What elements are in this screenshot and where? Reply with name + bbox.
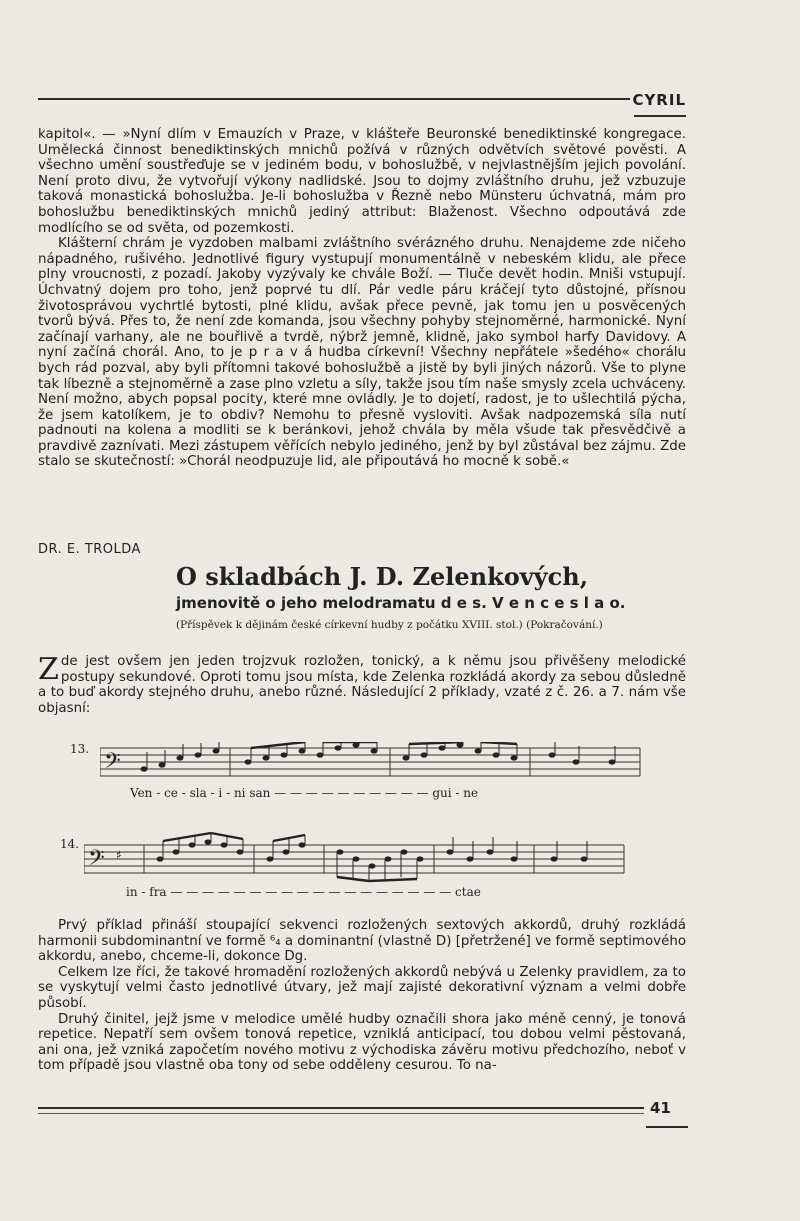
svg-text:𝄢: 𝄢	[104, 749, 121, 779]
intro-text	[38, 127, 686, 470]
svg-text:♯: ♯	[116, 848, 122, 862]
article-body-2-paragraph-3: Druhý činitel, jejž jsme v melodice umělé hudby označili shora jako méně cenný, je tonová repetice. Nepatří sem ovšem tonová repetice, vzniklá anticipací, tou dobou velmi pěstovaná, ani ona, jež vzniká započetím nového motivu z východiska závěru motivu předchozího, neboť v tom případě jsou vlastně oba tony od sebe odděleny cesurou. To na-	[38, 1011, 686, 1074]
article-body-1	[38, 654, 686, 716]
svg-text:𝄢: 𝄢	[88, 846, 105, 876]
article-body-2	[38, 918, 686, 1074]
lyrics-13: Ven - ce - sla - i - ni san — — — — — — — — — — gui - ne	[130, 786, 479, 800]
lyrics-14: in - fra — — — — — — — — — — — — — — — — — — ctae	[126, 885, 481, 899]
footer-rule-thin	[38, 1113, 644, 1114]
page-number-rule	[646, 1126, 688, 1128]
intro-paragraph-1: kapitol«. — »Nyní dlím v Emauzích v Praze, v klášteře Beuronské benediktinské kongregace. Umělecká činnost benediktinských mnichů požívá v různých odvětvích světové pověsti. A všechno umění soustřeďuje se v jediném bodu, v bohoslužbě, v nejvlastnějším jejich povolání. Není proto divu, že vytvořují výkony nadlidské. Jsou to dojmy zvláštního druhu, jež vzbuzuje taková monastická bohoslužba. Je-li bohoslužba v Řezně nebo Münsteru úchvatná, mám pro bohoslužbu benediktinských mnichů jediný attribut: Blaženost. Všechno odpoutává zde modlícího se od světa, od pozemkosti.	[38, 127, 686, 236]
example-number-13: 13.	[70, 742, 90, 756]
article-author: DR. E. TROLDA	[38, 542, 141, 557]
music-example-13	[70, 742, 670, 804]
staff-14	[84, 831, 644, 887]
header-rule	[38, 98, 630, 100]
dropcap: Z	[38, 652, 59, 687]
example-number-14: 14.	[60, 837, 80, 851]
music-example-14	[60, 825, 670, 899]
article-subtitle: jmenovitě o jeho melodramatu d e s. V e n c e s l a o.	[176, 594, 626, 612]
intro-paragraph-2: Klášterní chrám je vyzdoben malbami zvláštního svérázného druhu. Nenajdeme zde ničeho nápadného, rušivého. Jednotlivé figury vystupují monumentálně v nebeském klidu, ale přece plny vroucnosti, z pozadí. Jakoby vyzývaly ke chvále Boží. — Tluče devět hodin. Mniši vstupují. Úchvatný dojem pro toho, jenž poprvé tu dlí. Pár vedle páru kráčejí tyto důstojné, přísnou životosprávou vychrtlé bytosti, plné klidu, avšak přece pevně, jak tomu jen u posvěcených tvorů bývá. Přes to, že není zde komanda, jsou všechny pohyby stejnoměrné, harmonické. Nyní začínají varhany, ale ne bouřlivě a tvrdě, nýbrž jemně, klidně, jako symbol harfy Davidovy. A nyní začíná chorál. Ano, to je p r a v á hudba církevní! Všechny nepřátele »šedého« chorálu bych rád pozval, aby byli přítomni takové bohoslužbě a jistě by byli jiných názorů. Vše to plyne tak líbezně a stejnoměrně a zase plno vzletu a síly, takže jsou tím naše smysly zcela uchváceny. Není možno, abych popsal pocity, které mne ovládly. Je to dojetí, radost, je to ušlechtilá pýcha, že jsem katolíkem, je to obdiv? Nemohu to přesně vysloviti. Avšak nadpozemská síla nutí padnouti na kolena a modliti se k beránkovi, jehož chvála by měla všude tak přesvědčivě a pravdivě zaznívati. Mezi zástupem věřících nebylo jediného, jenž by byl zůstával bez zájmu. Zde stalo se skutečností: »Chorál neodpuzuje lid, ale připoutává ho mocně k sobě.«	[38, 236, 686, 470]
article-title: O skladbách J. D. Zelenkových,	[176, 562, 589, 591]
article-note: (Příspěvek k dějinám české církevní hudby z počátku XVIII. stol.) (Pokračování.)	[176, 619, 603, 631]
running-head-rule	[634, 115, 686, 117]
article-body-2-paragraph-2: Celkem lze říci, že takové hromadění rozložených akkordů nebývá u Zelenky pravidlem, za to se vyskytují velmi často jednotlivé útvary, jež mají zajisté dekorativní význam a velmi dobře působí.	[38, 964, 686, 1011]
article-body-1-text: de jest ovšem jen jeden trojzvuk rozložen, tonický, a k němu jsou přivěšeny melodické postupy sekundové. Oproti tomu jsou místa, kde Zelenka rozkládá akordy za sebou důsledně a to buď akordy stejného druhu, anebo různé. Následující 2 příklady, vzaté z č. 26. a 7. nám vše objasní:	[38, 654, 686, 716]
page-number: 41	[650, 1099, 671, 1117]
staff-13	[100, 742, 660, 788]
footer-rule	[38, 1107, 644, 1109]
article-body-2-paragraph-1: Prvý příklad přináší stoupající sekvenci rozložených sextových akkordů, druhý rozkládá harmonii subdominantní ve formě ⁶₄ a dominantní (vlastně D) [přetržené] ve formě septimového akkordu, anebo, chceme-li, dokonce Dg.	[38, 918, 687, 965]
running-head: CYRIL	[632, 91, 686, 109]
